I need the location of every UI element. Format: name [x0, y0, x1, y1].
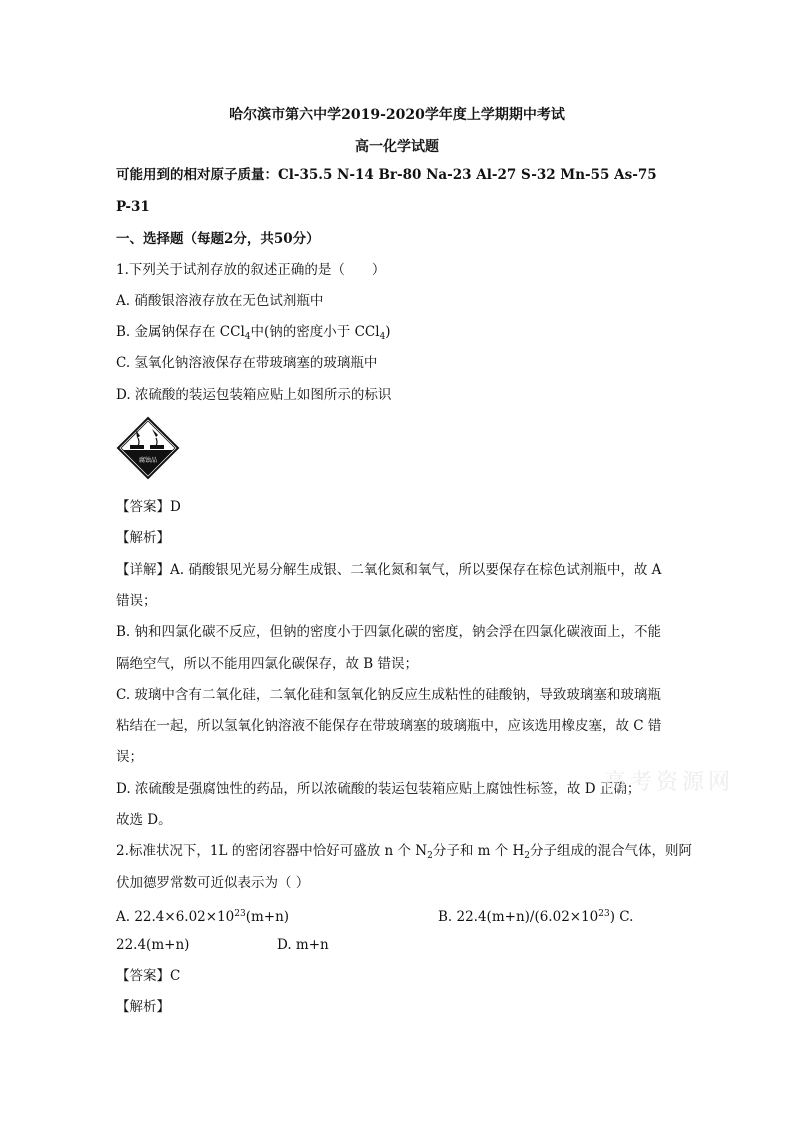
q1-detail-4: D. 浓硫酸是强腐蚀性的药品，所以浓硫酸的装运包装箱应贴上腐蚀性标签，故 D 正确；: [116, 781, 641, 797]
q1-stem: 1.下列关于试剂存放的叙述正确的是（ ）: [116, 262, 386, 278]
q2-stem-part3: 分子组成的混合气体，则阿: [530, 843, 693, 859]
q1-detail-1a: 【详解】A. 硝酸银见光易分解生成银、二氧化氮和氧气，所以要保存在棕色试剂瓶中，故 A: [116, 562, 662, 578]
q2-option-d: D. m+n: [277, 937, 329, 953]
subscript: 2: [524, 851, 531, 861]
watermark: 高考资源网: [604, 770, 735, 795]
q2-stem-line-1: [116, 842, 692, 865]
q2-answer: 【答案】C: [116, 968, 181, 984]
q2-option-a: [116, 905, 289, 926]
q1-option-b-part3: ): [385, 324, 391, 340]
q1-detail-3b: 粘结在一起，所以氢氧化钠溶液不能保存在带玻璃塞的玻璃瓶中，应该选用橡皮塞，故 C 错: [116, 718, 662, 734]
q1-detail-1b: 错误；: [116, 593, 157, 609]
corrosive-hazard-icon: [116, 416, 180, 480]
q1-answer: 【答案】D: [116, 499, 181, 515]
q1-option-c: C. 氢氧化钠溶液保存在带玻璃塞的玻璃瓶中: [116, 355, 378, 371]
q1-detail-2b: 隔绝空气，所以不能用四氯化碳保存，故 B 错误；: [116, 656, 419, 672]
q1-option-b-part2: 中(钠的密度小于 CCl: [250, 324, 380, 340]
q1-detail-3a: C. 玻璃中含有二氧化硅，二氧化硅和氢氧化钠反应生成粘性的硅酸钠，导致玻璃塞和玻璃瓶: [116, 687, 661, 703]
q1-conclusion: 故选 D。: [116, 812, 172, 828]
q2-option-b-part1: B. 22.4(m+n)/(6.02×10: [438, 909, 599, 925]
q2-stem-line-2: 伏加德罗常数可近似表示为（ ）: [116, 875, 310, 891]
page-subtitle: 高一化学试题: [355, 139, 439, 155]
subscript: 2: [427, 851, 433, 861]
q1-analysis: 【解析】: [116, 530, 170, 546]
q2-option-b-part2: ) C.: [609, 909, 634, 925]
q2-analysis: 【解析】: [116, 999, 170, 1015]
atomic-mass-line-1: 可能用到的相对原子质量：Cl-35.5 N-14 Br-80 Na-23 Al-27 S-32 Mn-55 As-75: [116, 167, 657, 183]
q1-detail-3c: 误；: [116, 749, 143, 765]
q2-option-c: 22.4(m+n): [116, 937, 190, 953]
q2-option-a-part1: A. 22.4×6.02×10: [116, 909, 235, 925]
superscript: 23: [598, 909, 610, 919]
q1-option-a: A. 硝酸银溶液存放在无色试剂瓶中: [116, 293, 324, 309]
subscript: 4: [244, 332, 251, 342]
hazard-label: 腐蚀品: [138, 457, 158, 464]
q2-option-b: [438, 905, 633, 926]
q1-option-b-part1: B. 金属钠保存在 CCl: [116, 324, 245, 340]
q1-option-b: [116, 323, 391, 346]
page-title: 哈尔滨市第六中学2019-2020学年度上学期期中考试: [229, 107, 565, 123]
superscript: 23: [234, 909, 246, 919]
q2-stem-part2: 分子和 m 个 H: [432, 843, 525, 859]
atomic-mass-line-2: P-31: [116, 199, 150, 215]
section-title: 一、选择题（每题2分，共50分）: [116, 231, 320, 247]
q2-option-a-part2: (m+n): [245, 909, 290, 925]
q1-option-d: D. 浓硫酸的装运包装箱应贴上如图所示的标识: [116, 387, 392, 403]
q1-detail-2a: B. 钠和四氯化碳不反应，但钠的密度小于四氯化碳的密度，钠会浮在四氯化碳液面上，不能: [116, 624, 662, 640]
q2-stem-part1: 2.标准状况下，1L 的密闭容器中恰好可盛放 n 个 N: [116, 843, 428, 859]
subscript: 4: [379, 332, 386, 342]
